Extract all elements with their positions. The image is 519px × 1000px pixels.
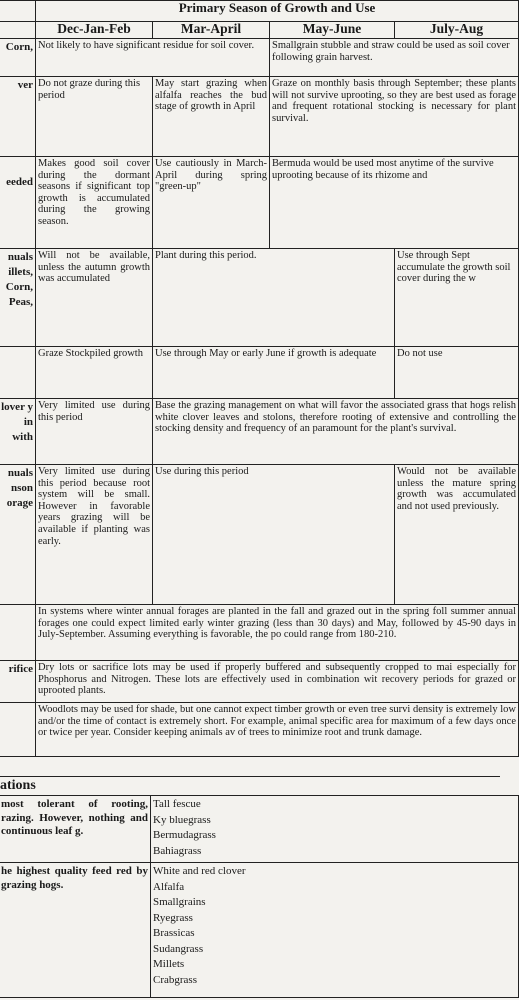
season-cell: Plant during this period. (153, 249, 395, 347)
season-cell: Will not be available, unless the autumn growth was accumulated (36, 249, 153, 347)
considerations-table (0, 795, 519, 998)
list-item: Alfalfa (153, 880, 185, 893)
forage-list (151, 863, 519, 998)
table-row (0, 347, 519, 399)
list-item: White and red clover (153, 865, 246, 877)
season-cell: Use through Sept accumulate the growth soil cover during the w (395, 249, 519, 347)
list-item: Tall fescue (153, 798, 201, 810)
season-cell: Bermuda would be used most anytime of the survive uprooting because of its rhizome and (270, 157, 519, 249)
list-item: Brassicas (153, 927, 195, 939)
table-row (0, 157, 519, 249)
season-cell: Do not graze during this period (36, 77, 153, 157)
crop-label: lover y in with (0, 399, 36, 465)
group-note: most tolerant of rooting, razing. However, nothing and continuous leaf g. (0, 796, 151, 863)
table-title: Primary Season of Growth and Use (36, 1, 519, 22)
season-cell: Would not be available unless the mature spring growth was accumulated and not used previously. (395, 465, 519, 605)
table-row (0, 399, 519, 465)
season-cell: In systems where winter annual forages are planted in the fall and grazed out in the spring foll summer annual forages one could expect limited early winter grazing (less than 30 days) and May, followed by 45-90 days in July-September. Assuming everything is favorable, the po could range from 180-210. (36, 605, 519, 661)
list-item: Bermudagrass (153, 829, 216, 841)
season-cell: Makes good soil cover during the dormant seasons if significant top growth is accumulated during the growing season. (36, 157, 153, 249)
crop-label: rifice (0, 661, 36, 703)
table-row (0, 39, 519, 77)
season-cell: Dry lots or sacrifice lots may be used if properly buffered and subsequently cropped to mai especially for Phosphorus and Nitrogen. These lots are effectively used in combination wit recovery periods for grazed or uprooted plants. (36, 661, 519, 703)
list-item: Smallgrains (153, 896, 206, 908)
table-row (0, 863, 519, 998)
season-cell: Not likely to have significant residue for soil cover. (36, 39, 270, 77)
list-item: Ky bluegrass (153, 813, 211, 826)
table-row (0, 605, 519, 661)
table-row (0, 249, 519, 347)
forage-list (151, 796, 519, 863)
season-cell: Use cautiously in March-April during spring "green-up" (153, 157, 270, 249)
section-title: ations (0, 778, 36, 793)
list-item: Ryegrass (153, 911, 193, 924)
list-item: Crabgrass (153, 973, 197, 986)
table-row (0, 703, 519, 757)
season-cell: Very limited use during this period (36, 399, 153, 465)
season-cell: Do not use (395, 347, 519, 399)
season-header: Mar-April (153, 22, 270, 39)
season-header: July-Aug (395, 22, 519, 39)
table-row (0, 661, 519, 703)
table-row (0, 77, 519, 157)
season-header: May-June (270, 22, 395, 39)
season-cell: May start grazing when alfalfa reaches the bud stage of growth in April (153, 77, 270, 157)
season-cell: Use through May or early June if growth is adequate (153, 347, 395, 399)
season-cell: Graze Stockpiled growth (36, 347, 153, 399)
season-cell: Use during this period (153, 465, 395, 605)
group-note: he highest quality feed red by grazing hogs. (0, 863, 151, 998)
crop-label: nuals nson orage (0, 465, 36, 605)
table-row (0, 465, 519, 605)
crop-label: Corn, (0, 39, 36, 77)
crop-label: nuals illets, Corn, Peas, (0, 249, 36, 347)
season-cell: Very limited use during this period because root system will be small. However in favorable years grazing will be available if planting was early. (36, 465, 153, 605)
divider (0, 776, 500, 777)
table-row (0, 796, 519, 863)
season-cell: Smallgrain stubble and straw could be used as soil cover following grain harvest. (270, 39, 519, 77)
season-cell: Woodlots may be used for shade, but one cannot expect timber growth or even tree survi density is extremely low and/or the time of contact is extremely short. For example, animal specific area for maximum of a few days once or twice per year. Consider keeping animals av of trees to minimize root and trunk damage. (36, 703, 519, 757)
season-cell: Graze on monthly basis through September; these plants will not survive uprooting, so they are best used as forage and frequent rotational stocking is necessary for plant survival. (270, 77, 519, 157)
crop-label: eeded (0, 157, 36, 249)
crop-label: ver (0, 77, 36, 157)
season-header: Dec-Jan-Feb (36, 22, 153, 39)
list-item: Sudangrass (153, 942, 204, 955)
season-cell: Base the grazing management on what will favor the associated grass that hogs relish white clover leaves and stolons, therefore rooting of extensive and controlling the stocking density and frequency of an paramount for the plant's survival. (153, 399, 519, 465)
list-item: Bahiagrass (153, 844, 202, 857)
list-item: Millets (153, 958, 185, 970)
